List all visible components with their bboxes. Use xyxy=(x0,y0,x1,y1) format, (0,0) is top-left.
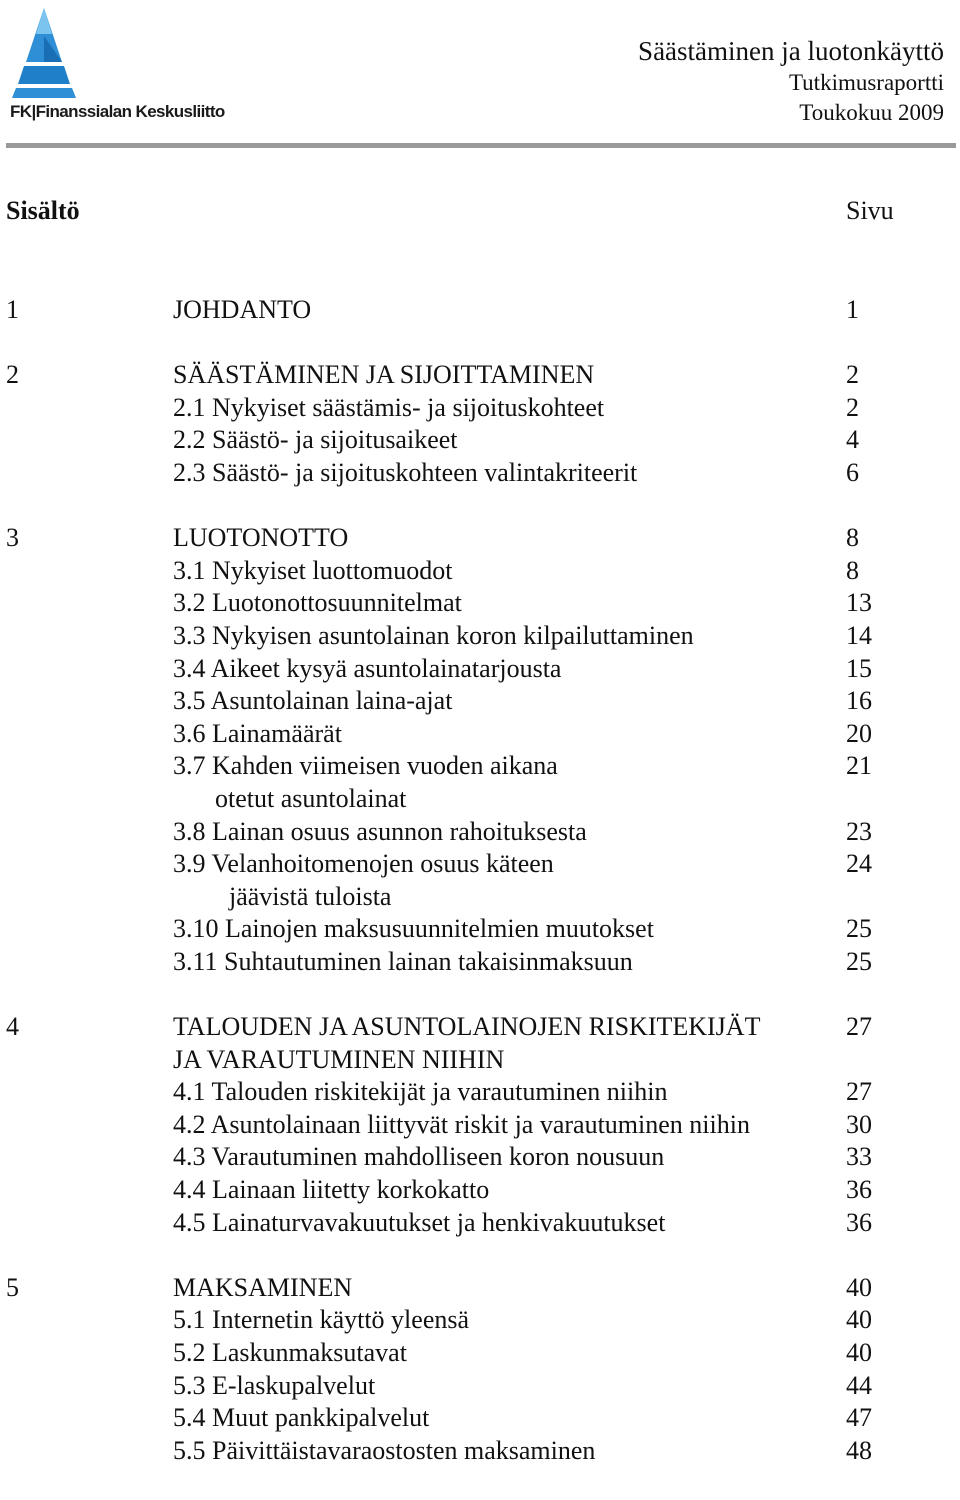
item-title: 5.2 Laskunmaksutavat xyxy=(173,1338,407,1367)
toc-section-row[interactable] xyxy=(0,1011,960,1044)
item-title: 2.1 Nykyiset säästämis- ja sijoituskohteet xyxy=(173,392,605,422)
item-title: 3.9 Velanhoitomenojen osuus käteen xyxy=(173,849,554,879)
toc-item[interactable] xyxy=(0,1370,960,1403)
item-page: 24 xyxy=(846,849,872,879)
toc-item-cont xyxy=(0,783,960,816)
item-page: 8 xyxy=(846,555,859,585)
toc-section xyxy=(0,1011,960,1239)
pyramid-logo-icon xyxy=(4,6,204,102)
toc-section-row[interactable] xyxy=(0,1272,960,1305)
toc-item[interactable] xyxy=(0,1337,960,1370)
page-header xyxy=(0,0,960,150)
item-title: 4.3 Varautuminen mahdolliseen koron nousuun xyxy=(173,1142,665,1172)
item-title: 5.3 E-laskupalvelut xyxy=(173,1370,376,1400)
item-page: 21 xyxy=(846,751,872,781)
item-title: 3.5 Asuntolainan laina-ajat xyxy=(173,686,453,716)
section-title: LUOTONOTTO xyxy=(173,523,349,553)
section-page: 2 xyxy=(846,360,859,390)
item-title: 5.4 Muut pankkipalvelut xyxy=(173,1403,430,1433)
item-title: 4.4 Lainaan liitetty korkokatto xyxy=(173,1175,490,1205)
item-title: 4.1 Talouden riskitekijät ja varautuminen niihin xyxy=(173,1077,668,1107)
section-title: SÄÄSTÄMINEN JA SIJOITTAMINEN xyxy=(173,360,595,390)
toc-section xyxy=(0,522,960,978)
section-number: 2 xyxy=(6,360,19,390)
toc-item[interactable] xyxy=(0,1402,960,1435)
item-title: 3.2 Luotonottosuunnitelmat xyxy=(173,588,462,618)
item-page: 25 xyxy=(846,946,872,976)
item-title: 3.3 Nykyisen asuntolainan koron kilpailuttaminen xyxy=(173,620,694,650)
section-title-cont: JA VARAUTUMINEN NIIHIN xyxy=(173,1044,505,1074)
section-page: 40 xyxy=(846,1272,872,1302)
item-page: 13 xyxy=(846,588,872,618)
item-page: 27 xyxy=(846,1077,872,1107)
item-title: 3.7 Kahden viimeisen vuoden aikana xyxy=(173,751,558,781)
item-page: 25 xyxy=(846,914,872,944)
toc-section xyxy=(0,359,960,489)
toc-item[interactable] xyxy=(0,555,960,588)
item-page: 16 xyxy=(846,686,872,716)
item-page: 33 xyxy=(846,1142,872,1172)
item-title: 3.8 Lainan osuus asunnon rahoituksesta xyxy=(173,816,587,846)
toc-item[interactable] xyxy=(0,718,960,751)
toc-item[interactable] xyxy=(0,653,960,686)
item-title: 2.2 Säästö- ja sijoitusaikeet xyxy=(173,425,458,455)
section-title: MAKSAMINEN xyxy=(173,1272,353,1302)
item-page: 6 xyxy=(846,457,859,487)
toc-item[interactable] xyxy=(0,848,960,881)
item-page: 2 xyxy=(846,392,859,422)
toc-section xyxy=(0,294,960,327)
toc-item[interactable] xyxy=(0,1304,960,1337)
section-title: JOHDANTO xyxy=(173,295,312,324)
toc-page-heading: Sivu xyxy=(846,196,894,225)
toc-item[interactable] xyxy=(0,1109,960,1142)
toc-item[interactable] xyxy=(0,946,960,979)
header-divider xyxy=(6,143,956,148)
toc-item[interactable] xyxy=(0,1076,960,1109)
item-page: 44 xyxy=(846,1370,872,1400)
item-page: 30 xyxy=(846,1109,872,1139)
item-title: 5.1 Internetin käyttö yleensä xyxy=(173,1305,470,1335)
section-page: 27 xyxy=(846,1012,872,1042)
item-title-cont: otetut asuntolainat xyxy=(215,783,407,813)
item-title: 4.5 Lainaturvavakuutukset ja henkivakuutukset xyxy=(173,1207,666,1237)
toc-item[interactable] xyxy=(0,1174,960,1207)
toc-item[interactable] xyxy=(0,457,960,490)
item-page: 14 xyxy=(846,620,872,650)
toc-item[interactable] xyxy=(0,1207,960,1240)
toc-item[interactable] xyxy=(0,392,960,425)
item-title: 3.1 Nykyiset luottomuodot xyxy=(173,555,453,585)
item-title: 3.10 Lainojen maksusuunnitelmien muutokset xyxy=(173,914,654,944)
section-number: 1 xyxy=(6,295,19,324)
toc-item[interactable] xyxy=(0,913,960,946)
item-page: 36 xyxy=(846,1207,872,1237)
fk-logo xyxy=(4,6,225,124)
logo-text: FK|Finanssialan Keskusliitto xyxy=(10,102,225,121)
item-page: 15 xyxy=(846,653,872,683)
toc-section-row-cont xyxy=(0,1044,960,1077)
item-page: 40 xyxy=(846,1338,872,1367)
item-title: 5.5 Päivittäistavaraostosten maksaminen xyxy=(173,1435,596,1465)
item-title: 4.2 Asuntolainaan liittyvät riskit ja varautuminen niihin xyxy=(173,1109,750,1139)
item-page: 20 xyxy=(846,718,872,748)
toc-item[interactable] xyxy=(0,685,960,718)
toc-heading xyxy=(0,196,960,232)
section-number: 3 xyxy=(6,523,19,553)
toc-item[interactable] xyxy=(0,587,960,620)
toc-section-row[interactable] xyxy=(0,294,960,327)
toc-item[interactable] xyxy=(0,1141,960,1174)
section-number: 4 xyxy=(6,1012,19,1042)
toc-section-row[interactable] xyxy=(0,522,960,555)
item-page: 47 xyxy=(846,1403,872,1433)
toc-item[interactable] xyxy=(0,750,960,783)
report-date: Toukokuu 2009 xyxy=(799,100,944,125)
item-page: 23 xyxy=(846,816,872,846)
item-title: 3.4 Aikeet kysyä asuntolainatarjousta xyxy=(173,653,562,683)
toc-title: Sisältö xyxy=(6,196,80,225)
section-number: 5 xyxy=(6,1272,19,1302)
item-title: 3.6 Lainamäärät xyxy=(173,718,342,748)
toc-item-cont xyxy=(0,881,960,914)
toc-section-row[interactable] xyxy=(0,359,960,392)
toc-item[interactable] xyxy=(0,816,960,849)
section-page: 1 xyxy=(846,295,859,324)
item-title-cont: jäävistä tuloista xyxy=(229,881,392,911)
item-page: 4 xyxy=(846,425,859,455)
section-title: TALOUDEN JA ASUNTOLAINOJEN RISKITEKIJÄT xyxy=(173,1012,761,1042)
report-title: Säästäminen ja luotonkäyttö xyxy=(638,36,944,66)
toc-item[interactable] xyxy=(0,424,960,457)
toc-item[interactable] xyxy=(0,620,960,653)
toc-item[interactable] xyxy=(0,1435,960,1468)
item-title: 3.11 Suhtautuminen lainan takaisinmaksuun xyxy=(173,946,633,976)
toc-section xyxy=(0,1272,960,1468)
table-of-contents xyxy=(0,294,960,1500)
section-page: 8 xyxy=(846,523,859,553)
header-right xyxy=(638,34,944,128)
report-type: Tutkimusraportti xyxy=(788,70,944,95)
item-page: 40 xyxy=(846,1305,872,1335)
item-title: 2.3 Säästö- ja sijoituskohteen valintakriteerit xyxy=(173,457,638,487)
item-page: 36 xyxy=(846,1175,872,1205)
item-page: 48 xyxy=(846,1435,872,1465)
